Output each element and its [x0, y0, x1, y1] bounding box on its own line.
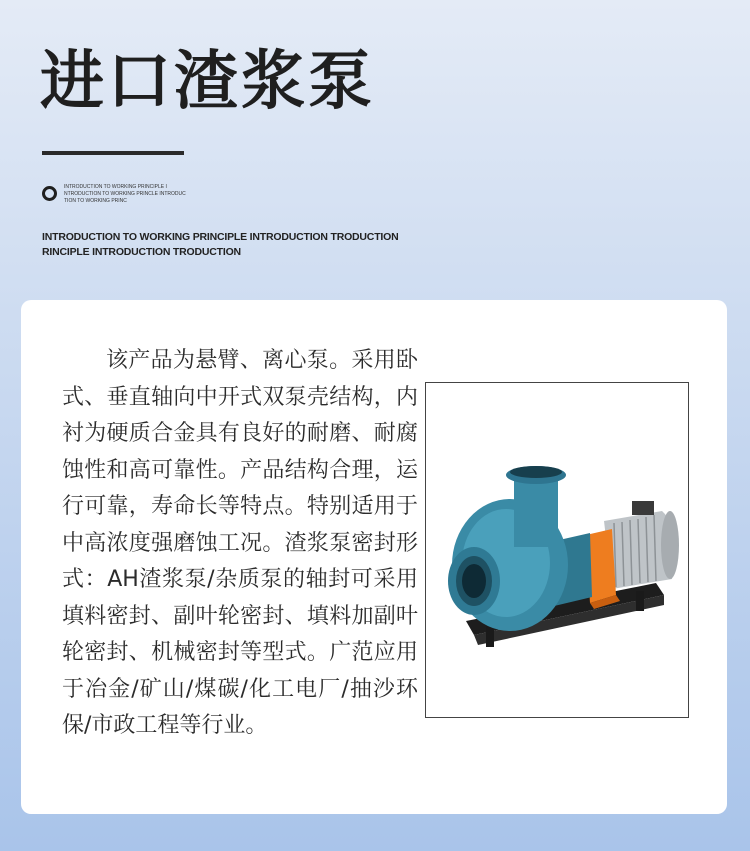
small-caption: INTRODUCTION TO WORKING PRINCIPLE I NTRODUCTION TO WORKING PRINCLE INTRODUC TION TO WORKING PRINC	[64, 184, 186, 204]
slurry-pump-illustration	[426, 383, 688, 717]
circle-outline-icon	[42, 186, 57, 201]
intro-caption: INTRODUCTION TO WORKING PRINCIPLE INTRODUCTION TRODUCTION RINCIPLE INTRODUCTION TRODUCTION	[42, 231, 399, 258]
product-image	[425, 382, 689, 718]
page-title: 进口渣浆泵	[40, 45, 375, 119]
product-description: 该产品为悬臂、离心泵。采用卧式、垂直轴向中开式双泵壳结构，内衬为硬质合金具有良好的耐磨、耐腐蚀性和高可靠性。产品结构合理，运行可靠，寿命长等特点。特别适用于中高浓度强磨蚀工况。渣浆泵密封形式：AH渣浆泵/杂质泵的轴封可采用填料密封、副叶轮密封、填料加副叶轮密封、机械密封等型式。广范应用于冶金/矿山/煤碳/化工电厂/抽沙环保/市政工程等行业。	[62, 348, 418, 738]
title-underline	[42, 151, 184, 155]
